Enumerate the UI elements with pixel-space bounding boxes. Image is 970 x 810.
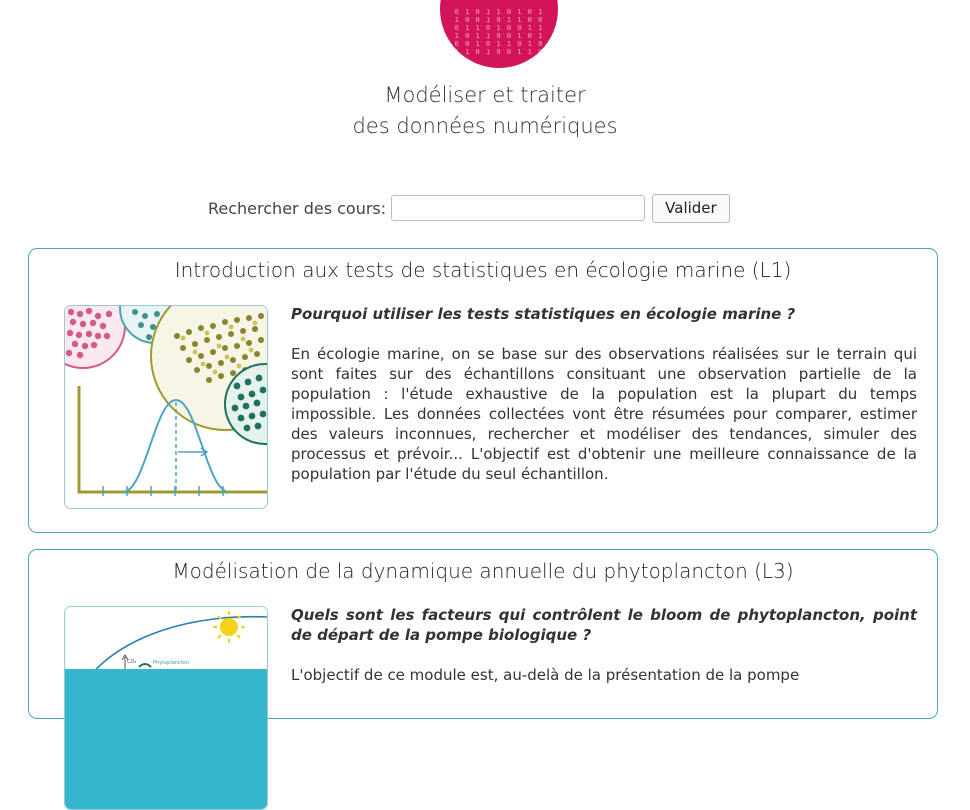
logo-binary-pattern: 0 1 0 1 1 0 1 0 1 1 0 0 1 0 1 1 0 0 0 1 1 0 1 0 0 1 1 1 0 1 1 0 0 1 0 1 0 0 1 0 1 1 0 1 0 1 1 0 1 0 0 1 1 0 — [454, 8, 544, 56]
site-title-line-1: Modéliser et traiter — [384, 83, 586, 107]
course-search — [208, 193, 730, 223]
site-logo[interactable] — [440, 0, 558, 68]
phytoplankton-label: Phytoplancton — [153, 660, 189, 666]
site-title-line-2: des données numériques — [352, 114, 618, 138]
course-title[interactable]: Introduction aux tests de statistiques en écologie marine (L1) — [174, 258, 792, 282]
course-description: L'objectif de ce module est, au-delà de la présentation de la pompe — [291, 666, 800, 684]
course-question: Quels sont les facteurs qui contrôlent le bloom de phytoplancton, point de départ de la pompe biologique ? — [291, 606, 917, 644]
statistics-illustration — [65, 306, 267, 508]
search-label: Rechercher des cours: — [208, 198, 387, 218]
phytoplankton-illustration — [65, 607, 267, 809]
site-title — [0, 80, 970, 142]
course-illustration-phytoplankton[interactable] — [64, 606, 268, 810]
course-description: En écologie marine, on se base sur des observations réalisées sur le terrain qui sont faites sur des échantillons consituant une observation partielle de la population : l'étude exhaustive de la population est la plupart du temps impossible. Les données collectées vont être résumées pour comparer, estimer des valeurs inconnues, rechercher et modéliser des tendances, simuler des processus et prévoir... L'objectif est d'obtenir une meilleure connaissance de la population par l'étude du seul échantillon. — [291, 345, 917, 483]
course-card — [28, 248, 938, 533]
course-summary — [291, 605, 917, 685]
course-summary — [291, 304, 917, 484]
co2-label: CO₂ — [127, 659, 137, 665]
course-card — [28, 549, 938, 719]
validate-button[interactable]: Valider — [652, 194, 730, 223]
course-question: Pourquoi utiliser les tests statistiques en écologie marine ? — [291, 305, 796, 323]
search-input[interactable] — [391, 195, 645, 221]
course-illustration-statistics[interactable] — [64, 305, 268, 509]
course-title[interactable]: Modélisation de la dynamique annuelle du phytoplancton (L3) — [172, 559, 794, 583]
